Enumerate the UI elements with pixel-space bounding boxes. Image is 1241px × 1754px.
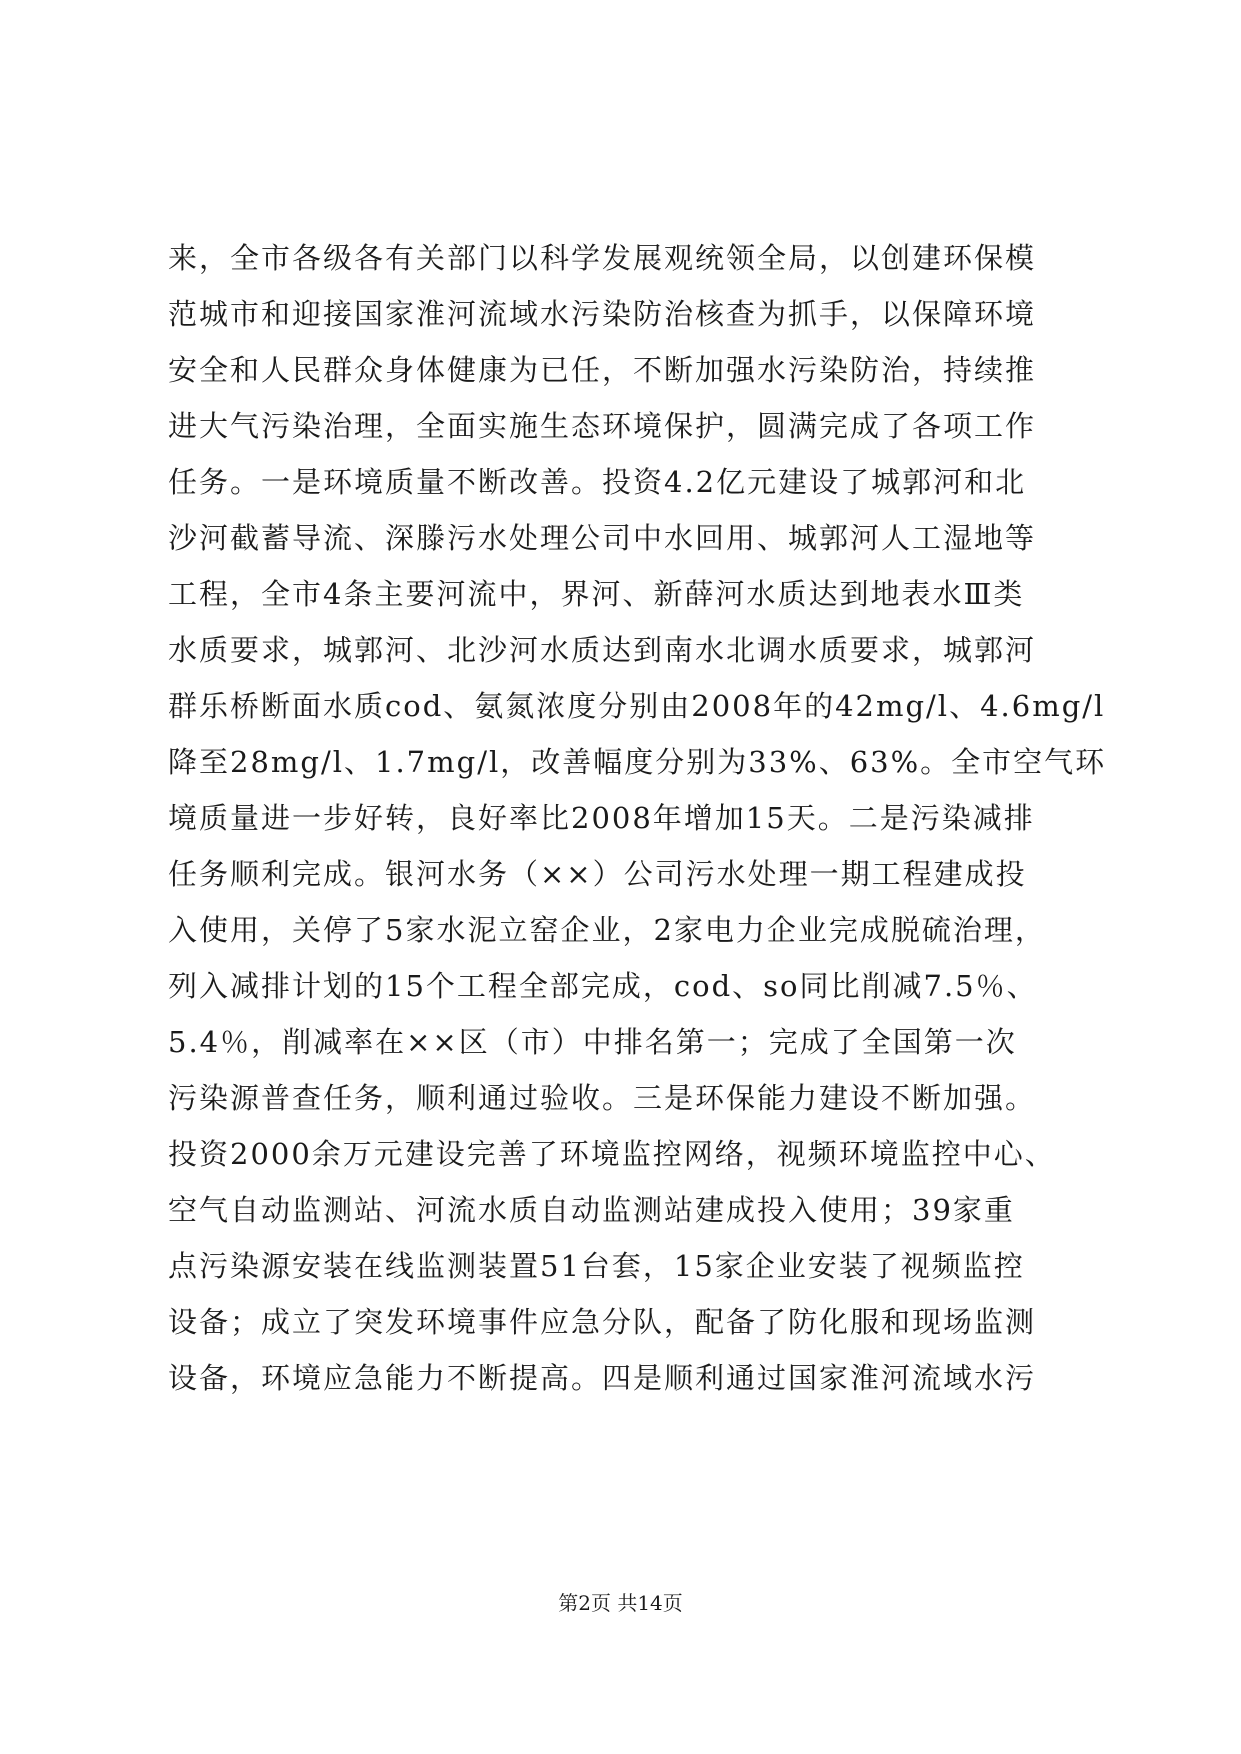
text-line: 境质量进一步好转，良好率比2008年增加15天。二是污染减排 [168, 801, 1035, 835]
text-line: 沙河截蓄导流、深滕污水处理公司中水回用、城郭河人工湿地等 [168, 521, 1037, 555]
body-text [168, 230, 1107, 1406]
text-line: 列入减排计划的15个工程全部完成，cod、so同比削减7.5％、 [168, 969, 1038, 1003]
text-line: 设备；成立了突发环境事件应急分队，配备了防化服和现场监测 [168, 1305, 1037, 1339]
text-line: 安全和人民群众身体健康为已任，不断加强水污染防治，持续推 [168, 353, 1037, 387]
text-line: 来，全市各级各有关部门以科学发展观统领全局，以创建环保模 [168, 241, 1037, 275]
text-line: 任务顺利完成。银河水务（××）公司污水处理一期工程建成投 [168, 857, 1027, 891]
text-line: 任务。一是环境质量不断改善。投资4.2亿元建设了城郭河和北 [168, 465, 1027, 499]
text-line: 污染源普查任务，顺利通过验收。三是环保能力建设不断加强。 [168, 1081, 1037, 1115]
text-line: 范城市和迎接国家淮河流域水污染防治核查为抓手，以保障环境 [168, 297, 1037, 331]
text-line: 水质要求，城郭河、北沙河水质达到南水北调水质要求，城郭河 [168, 633, 1037, 667]
text-line: 群乐桥断面水质cod、氨氮浓度分别由2008年的42mg/l、4.6mg/l [168, 689, 1106, 723]
text-line: 降至28mg/l、1.7mg/l，改善幅度分别为33%、63%。全市空气环 [168, 745, 1107, 779]
text-line: 点污染源安装在线监测装置51台套，15家企业安装了视频监控 [168, 1249, 1025, 1283]
text-line: 入使用，关停了5家水泥立窑企业，2家电力企业完成脱硫治理， [168, 913, 1046, 947]
text-line: 空气自动监测站、河流水质自动监测站建成投入使用；39家重 [168, 1193, 1015, 1227]
text-line: 设备，环境应急能力不断提高。四是顺利通过国家淮河流域水污 [168, 1361, 1037, 1395]
page-number-footer: 第2页 共14页 [558, 1591, 683, 1615]
text-line: 5.4％，削减率在××区（市）中排名第一；完成了全国第一次 [168, 1025, 1017, 1059]
text-line: 工程，全市4条主要河流中，界河、新薛河水质达到地表水Ⅲ类 [168, 577, 1025, 611]
text-line: 进大气污染治理，全面实施生态环境保护，圆满完成了各项工作 [168, 409, 1037, 443]
text-line: 投资2000余万元建设完善了环境监控网络，视频环境监控中心、 [168, 1137, 1056, 1171]
